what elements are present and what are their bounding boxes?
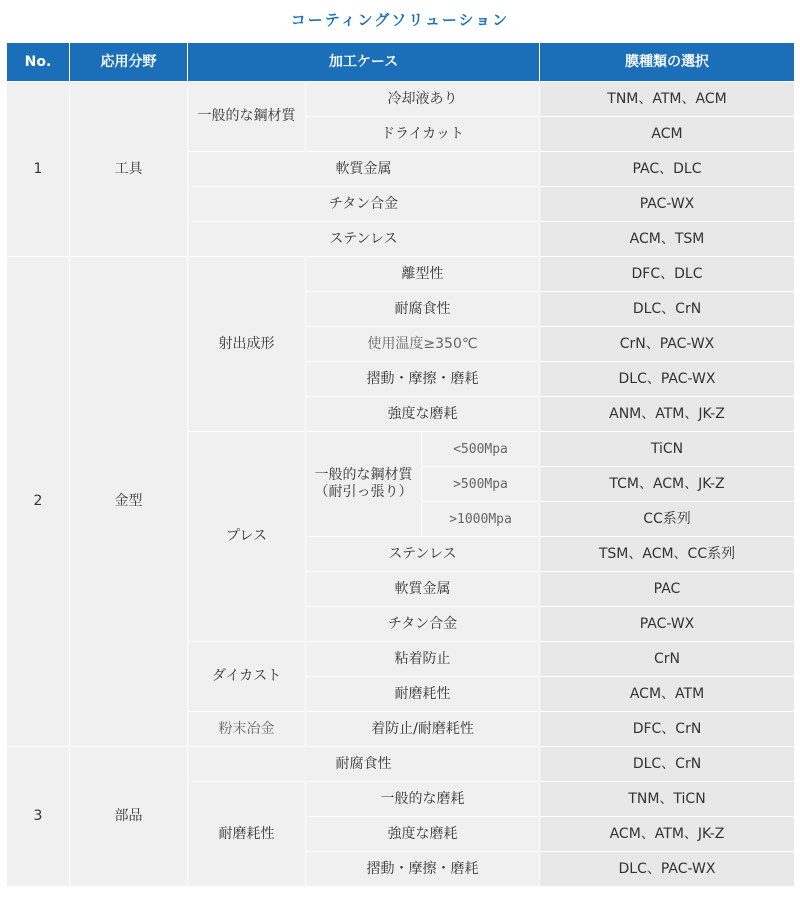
- film-selection: TiCN: [540, 432, 795, 467]
- case-level1: 一般的な鋼材質: [188, 82, 306, 152]
- case-level2-line2: （耐引っ張り）: [314, 484, 413, 500]
- film-selection: DLC、CrN: [540, 292, 795, 327]
- case-level1: 耐磨耗性: [188, 782, 306, 887]
- case-level2: 軟質金属: [306, 572, 540, 607]
- case-level2: 一般的な磨耗: [306, 782, 540, 817]
- row-number: 3: [7, 747, 70, 887]
- case-level1: ダイカスト: [188, 642, 306, 712]
- header-selection: 膜種類の選択: [540, 43, 795, 82]
- case-level2: 強度な磨耗: [306, 817, 540, 852]
- case-level2: チタン合金: [306, 607, 540, 642]
- application-field: 金型: [70, 257, 188, 747]
- case-level2: 強度な磨耗: [306, 397, 540, 432]
- row-number: 1: [7, 82, 70, 257]
- film-selection: ACM: [540, 117, 795, 152]
- case-level2: 着防止/耐磨耗性: [306, 712, 540, 747]
- film-selection: TNM、ATM、ACM: [540, 82, 795, 117]
- film-selection: TSM、ACM、CC系列: [540, 537, 795, 572]
- film-selection: DLC、PAC-WX: [540, 362, 795, 397]
- case-level2: 耐腐食性: [306, 292, 540, 327]
- case-level2-line1: 一般的な鋼材質: [314, 467, 413, 483]
- case-level1: 粉末冶金: [188, 712, 306, 747]
- case-level2: 摺動・摩擦・磨耗: [306, 362, 540, 397]
- table-row: [7, 82, 795, 117]
- film-selection: PAC-WX: [540, 187, 795, 222]
- case-level3: >1000Mpa: [422, 502, 540, 537]
- film-selection: ACM、TSM: [540, 222, 795, 257]
- case-level2: 耐磨耗性: [306, 677, 540, 712]
- case-level2: 離型性: [306, 257, 540, 292]
- film-selection: DLC、CrN: [540, 747, 795, 782]
- case-level2: ドライカット: [306, 117, 540, 152]
- header-field: 応用分野: [70, 43, 188, 82]
- film-selection: PAC、DLC: [540, 152, 795, 187]
- case-level3: >500Mpa: [422, 467, 540, 502]
- coating-solution-table: [6, 42, 795, 887]
- film-selection: ACM、ATM、JK-Z: [540, 817, 795, 852]
- film-selection: CrN: [540, 642, 795, 677]
- case-level2: 摺動・摩擦・磨耗: [306, 852, 540, 887]
- film-selection: ACM、ATM: [540, 677, 795, 712]
- film-selection: DFC、CrN: [540, 712, 795, 747]
- case-level2: 冷却液あり: [306, 82, 540, 117]
- case-level1: 射出成形: [188, 257, 306, 432]
- film-selection: TCM、ACM、JK-Z: [540, 467, 795, 502]
- case-level1: ステンレス: [188, 222, 540, 257]
- page-title: コーティングソリューション: [290, 11, 510, 29]
- table-row: [7, 747, 795, 782]
- case-level1: 耐腐食性: [188, 747, 540, 782]
- film-selection: PAC: [540, 572, 795, 607]
- header-row: [7, 43, 795, 82]
- film-selection: DFC、DLC: [540, 257, 795, 292]
- film-selection: ANM、ATM、JK-Z: [540, 397, 795, 432]
- film-selection: PAC-WX: [540, 607, 795, 642]
- film-selection: CC系列: [540, 502, 795, 537]
- row-number: 2: [7, 257, 70, 747]
- case-level1: 軟質金属: [188, 152, 540, 187]
- case-level1: チタン合金: [188, 187, 540, 222]
- film-selection: TNM、TiCN: [540, 782, 795, 817]
- table-row: [7, 257, 795, 292]
- header-case: 加工ケース: [188, 43, 540, 82]
- case-level2: 粘着防止: [306, 642, 540, 677]
- application-field: 工具: [70, 82, 188, 257]
- case-level3: <500Mpa: [422, 432, 540, 467]
- film-selection: CrN、PAC-WX: [540, 327, 795, 362]
- header-no: No.: [7, 43, 70, 82]
- application-field: 部品: [70, 747, 188, 887]
- case-level1: プレス: [188, 432, 306, 642]
- case-level2: [306, 432, 422, 537]
- case-level2: ステンレス: [306, 537, 540, 572]
- case-level2: 使用温度≥350℃: [306, 327, 540, 362]
- film-selection: DLC、PAC-WX: [540, 852, 795, 887]
